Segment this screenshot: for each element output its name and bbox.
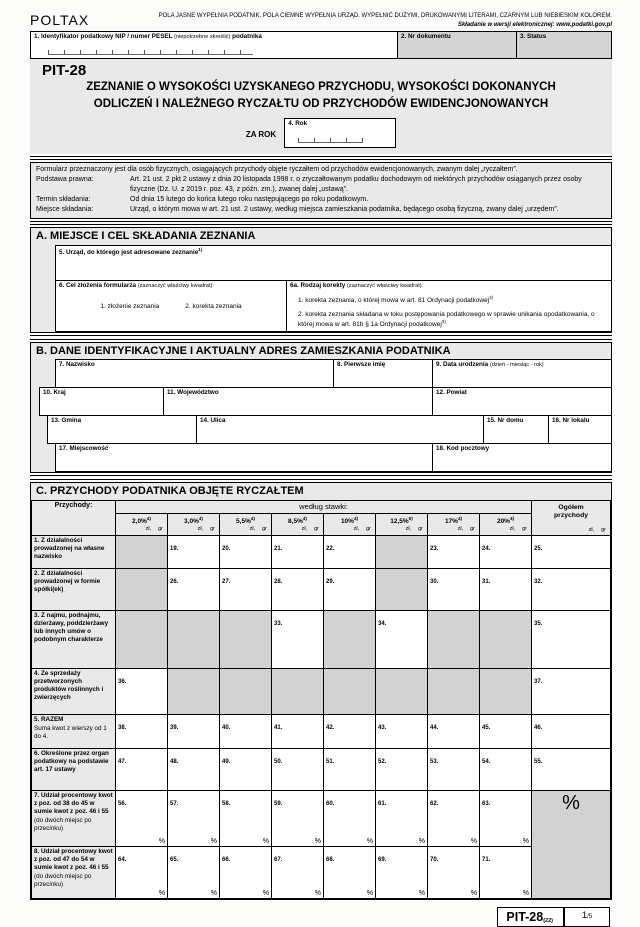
revenue-cell-42[interactable]: 42. — [324, 715, 376, 749]
city-row — [55, 443, 612, 472]
footnote-3-sup: 3) — [441, 319, 446, 325]
gr-unit: gr — [262, 525, 267, 532]
legal-basis-row — [36, 175, 606, 195]
revenue-cell-37[interactable]: 37. — [532, 669, 611, 715]
percent-cell-58[interactable]: 58. % — [220, 791, 272, 847]
rate-footnote-sup: 4) — [250, 516, 255, 522]
revenue-cell-54[interactable]: 54. — [480, 749, 532, 791]
table-row-razem — [32, 715, 611, 749]
revenue-cell-blocked — [376, 569, 428, 611]
nip-pesel-field[interactable] — [30, 31, 398, 59]
gr-unit: gr — [522, 525, 528, 532]
zl-gr-unit — [326, 526, 373, 533]
filing-purpose-options — [59, 303, 283, 314]
revenue-cell-34[interactable]: 34. — [376, 611, 428, 669]
revenue-cell-39[interactable]: 39. — [168, 715, 220, 749]
rate-value: 3,0% — [184, 518, 199, 526]
gr-unit: gr — [366, 525, 371, 532]
revenue-cell-44[interactable]: 44. — [428, 715, 480, 749]
revenue-cell-27[interactable]: 27. — [220, 569, 272, 611]
zl-unit: zł, — [249, 525, 256, 532]
correction-art81-text: 1. korekta zeznania, o której mowa w art. 81 Ordynacji podatkowej — [298, 296, 490, 304]
revenue-cell-blocked — [220, 611, 272, 669]
col-header-rate-3-0 — [168, 514, 220, 536]
table-row-rental — [32, 611, 611, 669]
row-label: 3. Z najmu, podnajmu, dzierżawy, poddzierżawy lub innych umów o podobnym charakterze — [32, 611, 116, 669]
filing-purpose-note: (zaznaczyć właściwy kwadrat): — [137, 283, 214, 290]
percent-cell-63[interactable]: 63. % — [480, 791, 532, 847]
zl-unit: zł, — [588, 527, 595, 534]
revenue-cell-25[interactable]: 25. — [532, 536, 611, 569]
gr-unit: gr — [418, 525, 423, 532]
zl-unit: zł, — [197, 525, 204, 532]
revenue-cell-50[interactable]: 50. — [272, 749, 324, 791]
pit28-form — [30, 12, 612, 927]
street-field[interactable] — [196, 415, 484, 444]
revenue-cell-52[interactable]: 52. — [376, 749, 428, 791]
zl-unit: zł, — [145, 525, 152, 532]
revenue-cell-blocked — [168, 669, 220, 715]
rate-value: 8,5% — [288, 518, 303, 526]
revenue-cell-45[interactable]: 45. — [480, 715, 532, 749]
section-c-heading: C. PRZYCHODY PODATNIKA OBJĘTE RYCZAŁTEM — [36, 484, 304, 497]
percent-cell-65[interactable]: 65. % — [168, 847, 220, 899]
rate-value: 12,5% — [390, 518, 409, 526]
gr-unit: gr — [601, 527, 606, 534]
revenue-cell-51[interactable]: 51. — [324, 749, 376, 791]
rate-footnote-sup: 4) — [198, 516, 203, 522]
separator — [30, 221, 612, 226]
zl-gr-unit — [274, 526, 321, 533]
correction-type-label — [290, 282, 608, 290]
filing-purpose-field — [55, 280, 287, 332]
zl-gr-unit — [222, 526, 269, 533]
zl-gr-unit — [118, 526, 165, 533]
rate-value: 20% — [496, 518, 510, 526]
gr-unit: gr — [210, 525, 215, 532]
percent-cell-62[interactable]: 62. % — [428, 791, 480, 847]
legal-info-block — [30, 162, 612, 219]
voivodeship-field[interactable] — [163, 387, 433, 416]
percent-cell-59[interactable]: 59. % — [272, 791, 324, 847]
section-a — [30, 227, 612, 333]
nip-pesel-input[interactable] — [48, 48, 253, 55]
table-row-partnership — [32, 569, 611, 611]
gr-unit: gr — [314, 525, 319, 532]
revenue-cell-24[interactable]: 24. — [480, 536, 532, 569]
powiat-field[interactable] — [432, 387, 612, 416]
revenue-cell-32[interactable]: 32. — [532, 569, 611, 611]
purpose-row — [55, 280, 612, 332]
option-zlozenie-zeznania[interactable]: 1. złożenie zeznania — [100, 302, 160, 310]
revenue-cell-blocked — [116, 569, 168, 611]
powiat-label: 12. Powiat — [436, 388, 467, 396]
footnote-1-sup: 1) — [198, 247, 203, 253]
col-header-wedlug-stawki: według stawki: — [116, 500, 532, 514]
first-name-field[interactable] — [333, 359, 433, 388]
tax-office-label — [59, 247, 608, 257]
option-correction-art81[interactable] — [298, 295, 608, 306]
surname-label: 7. Nazwisko — [59, 360, 95, 368]
row-label: 8. Udział procentowy kwot z poz. od 47 do 54 w sumie kwot z poz. 46 i 55 (do dwóch miejsc po przecinku) — [32, 847, 116, 899]
revenue-cell-38[interactable]: 38. — [116, 715, 168, 749]
col-header-rate-5-5 — [220, 514, 272, 536]
zl-gr-unit — [170, 526, 217, 533]
zl-unit: zł, — [405, 525, 412, 532]
revenue-cell-blocked — [480, 669, 532, 715]
apartment-number-label: 16. Nr lokalu — [552, 416, 590, 424]
section-b-heading: B. DANE IDENTYFIKACYJNE I AKTUALNY ADRES ZAMIESZKANIA PODATNIKA — [36, 344, 451, 357]
percent-cell-56[interactable]: 56. % — [116, 791, 168, 847]
revenue-cell-46[interactable]: 46. — [532, 715, 611, 749]
col-header-przychody: Przychody: — [32, 500, 116, 536]
year-field[interactable] — [284, 118, 396, 148]
footer-form-code — [497, 907, 564, 927]
filing-purpose-label — [59, 282, 283, 290]
table-header-row-2 — [32, 514, 611, 536]
tax-office-field[interactable] — [55, 245, 612, 281]
section-b — [30, 342, 612, 473]
ogolem-line1: Ogółem — [558, 503, 584, 511]
revenue-cell-blocked — [428, 669, 480, 715]
gr-unit: gr — [470, 525, 475, 532]
revenue-cell-blocked — [324, 669, 376, 715]
revenue-cell-53[interactable]: 53. — [428, 749, 480, 791]
poltax-logo: POLTAX — [30, 12, 90, 28]
form-code: PIT-28 — [42, 62, 87, 80]
percent-cell-60[interactable]: 60. % — [324, 791, 376, 847]
name-row — [55, 359, 612, 388]
birth-date-format-note: (dzień - miesiąc - rok) — [489, 361, 544, 368]
zl-unit: zł, — [301, 525, 308, 532]
status-label: 3. Status — [520, 33, 547, 40]
correction-art81b-text: 2. korekta zeznania składana w toku postępowania podatkowego w sprawie unikania opodatkowania, o której mowa w art. 81b § 1a Ordynacji podatkowej — [298, 310, 595, 329]
revenue-cell-21[interactable]: 21. — [272, 536, 324, 569]
document-number-field — [397, 31, 517, 59]
revenue-cell-blocked — [376, 536, 428, 569]
rate-footnote-sup: 4) — [302, 516, 307, 522]
revenue-cell-blocked — [376, 669, 428, 715]
filing-place-label: Miejsce składania: — [36, 205, 94, 213]
col-header-rate-2-0 — [116, 514, 168, 536]
revenue-cell-blocked — [272, 669, 324, 715]
zl-unit: zł, — [353, 525, 360, 532]
voivodeship-label: 11. Województwo — [167, 388, 219, 396]
zl-unit: zł, — [457, 525, 464, 532]
birth-date-label-text: 9. Data urodzenia — [436, 360, 489, 368]
apartment-number-field[interactable] — [548, 415, 612, 444]
rate-footnote-sup: 5) — [408, 516, 413, 522]
row-label: 7. Udział procentowy kwot z poz. od 38 do 45 w sumie kwot z poz. 46 i 55 (do dwóch miejsc po przecinku) — [32, 791, 116, 847]
table-row-own-name — [32, 536, 611, 569]
table-row-tax-authority — [32, 749, 611, 791]
col-header-rate-20 — [480, 514, 532, 536]
table-row-percentage-38-45 — [32, 791, 611, 847]
year-input[interactable] — [298, 136, 363, 143]
form-purpose-text: Formularz przeznaczony jest dla osób fizycznych, osiągających przychody objęte ryczałtem od przychodów ewidencjonowanych, zwanym dalej „ryczałtem”. — [36, 166, 518, 174]
status-field — [516, 31, 612, 59]
fill-instructions — [148, 12, 612, 29]
rate-footnote-sup: 4) — [509, 516, 515, 522]
footer-form-code-text: PIT-28 — [506, 910, 544, 925]
revenue-cell-blocked — [480, 611, 532, 669]
revenue-cell-30[interactable]: 30. — [428, 569, 480, 611]
deadline-row — [36, 195, 606, 205]
city-label: 17. Miejscowość — [59, 444, 109, 452]
rate-value: 5,5% — [236, 518, 251, 526]
deadline-text: Od dnia 15 lutego do końca lutego roku następującego po roku podatkowym. — [130, 196, 369, 204]
tax-year-row — [30, 118, 612, 148]
zl-gr-unit — [430, 526, 477, 533]
street-row — [47, 415, 612, 444]
table-row-percentage-47-54 — [32, 847, 611, 899]
revenue-cell-47[interactable]: 47. — [116, 749, 168, 791]
revenue-cell-35[interactable]: 35. — [532, 611, 611, 669]
zl-gr-unit — [378, 526, 425, 533]
footnote-2-sup: 2) — [489, 294, 494, 300]
identification-row — [30, 31, 612, 59]
title-block — [30, 59, 612, 153]
percent-cell-71[interactable]: 71. % — [480, 847, 532, 899]
year-label: 4. Rok — [288, 119, 308, 127]
country-label: 10. Kraj — [43, 388, 66, 396]
separator — [30, 475, 612, 480]
col-header-rate-10 — [324, 514, 376, 536]
section-a-heading: A. MIEJSCE I CEL SKŁADANIA ZEZNANIA — [36, 230, 256, 243]
separator — [30, 156, 612, 161]
col-header-rate-17 — [428, 514, 480, 536]
zl-gr-unit — [534, 527, 608, 534]
nip-pesel-label-note: (niepotrzebne skreślić) — [174, 34, 231, 40]
revenue-cell-20[interactable]: 20. — [220, 536, 272, 569]
revenue-table — [31, 500, 611, 900]
rate-footnote-sup: 4) — [457, 516, 463, 522]
za-rok-label: ZA ROK — [245, 129, 277, 139]
correction-type-note: (zaznaczyć właściwy kwadrat): — [347, 283, 424, 290]
gmina-field[interactable] — [47, 415, 197, 444]
house-number-field[interactable] — [483, 415, 549, 444]
percent-cell-64[interactable]: 64. % — [116, 847, 168, 899]
footer-page-total: /5 — [587, 914, 593, 921]
first-name-label: 8. Pierwsze imię — [337, 360, 386, 368]
document-number-label: 2. Nr dokumentu — [401, 33, 451, 40]
rate-value: 10% — [340, 518, 354, 526]
revenue-cell-28[interactable]: 28. — [272, 569, 324, 611]
percent-cell-66[interactable]: 66. % — [220, 847, 272, 899]
row-label: 2. Z działalności prowadzonej w formie spółki(ek) — [32, 569, 116, 611]
tax-office-label-text: 5. Urząd, do którego jest adresowane zeznanie — [59, 249, 199, 257]
deadline-label: Termin składania: — [36, 196, 91, 204]
zl-gr-unit — [482, 526, 529, 533]
row-label: 1. Z działalności prowadzonej na własne nazwisko — [32, 536, 116, 569]
correction-type-field — [286, 280, 612, 332]
rate-footnote-sup: 4) — [146, 516, 151, 522]
revenue-cell-43[interactable]: 43. — [376, 715, 428, 749]
percent-cell-61[interactable]: 61. % — [376, 791, 428, 847]
house-number-label: 15. Nr domu — [487, 416, 524, 424]
revenue-cell-blocked — [220, 669, 272, 715]
row-label: 6. Określone przez organ podatkowy na podstawie art. 17 ustawy — [32, 749, 116, 791]
rate-value: 2,0% — [132, 518, 147, 526]
percent-cell-blocked: % — [532, 791, 611, 899]
footer-page-number — [564, 907, 610, 927]
revenue-cell-blocked — [324, 611, 376, 669]
revenue-cell-19[interactable]: 19. — [168, 536, 220, 569]
nip-pesel-label-main: 1. Identyfikator podatkowy NIP / numer PESEL — [34, 33, 173, 40]
filing-place-text: Urząd, o którym mowa w art. 21 ust. 2 ustawy, według miejsca zamieszkania podatnika, będącego osobą fizyczną, zwany dalej „urzędem”. — [130, 205, 559, 213]
surname-field[interactable] — [55, 359, 334, 388]
legal-basis-label: Podstawa prawna: — [36, 176, 94, 184]
footer-page-current: 1 — [581, 910, 588, 922]
revenue-cell-22[interactable]: 22. — [324, 536, 376, 569]
instruction-line-2: Składanie w wersji elektronicznej: www.podatki.gov.pl — [457, 21, 612, 28]
percent-cell-70[interactable]: 70. % — [428, 847, 480, 899]
option-korekta-zeznania[interactable]: 2. korekta zeznania — [185, 302, 242, 310]
top-bar — [30, 12, 612, 29]
revenue-cell-23[interactable]: 23. — [428, 536, 480, 569]
rate-value: 17% — [444, 518, 458, 526]
col-header-rate-8-5 — [272, 514, 324, 536]
table-header-row-1 — [32, 500, 611, 514]
col-header-rate-12-5 — [376, 514, 428, 536]
correction-type-label-text: 6a. Rodzaj korekty — [290, 282, 346, 290]
table-row-processed-products — [32, 669, 611, 715]
revenue-cell-29[interactable]: 29. — [324, 569, 376, 611]
revenue-cell-48[interactable]: 48. — [168, 749, 220, 791]
page-footer — [30, 907, 610, 927]
form-title-line-1: ZEZNANIE O WYSOKOŚCI UZYSKANEGO PRZYCHODU, WYSOKOŚCI DOKONANYCH — [86, 81, 556, 94]
street-label: 14. Ulica — [200, 416, 226, 424]
ogolem-header-text — [534, 504, 608, 522]
revenue-cell-31[interactable]: 31. — [480, 569, 532, 611]
revenue-cell-49[interactable]: 49. — [220, 749, 272, 791]
gmina-label: 13. Gmina — [51, 416, 82, 424]
revenue-cell-blocked — [168, 611, 220, 669]
revenue-cell-blocked — [116, 611, 168, 669]
percent-cell-57[interactable]: 57. % — [168, 791, 220, 847]
option-correction-art81b[interactable] — [298, 310, 608, 331]
revenue-cell-55[interactable]: 55. — [532, 749, 611, 791]
col-header-ogolem — [532, 500, 611, 536]
row-label: 4. Ze sprzedaży przetworzonych produktów roślinnych i zwierzęcych — [32, 669, 116, 715]
section-c — [30, 482, 612, 901]
birth-date-label — [436, 361, 608, 369]
rate-footnote-sup: 4) — [353, 516, 359, 522]
city-field[interactable] — [55, 443, 433, 472]
revenue-cell-blocked — [116, 536, 168, 569]
revenue-cell-26[interactable]: 26. — [168, 569, 220, 611]
separator — [30, 335, 612, 340]
filing-purpose-label-text: 6. Cel złożenia formularza — [59, 282, 136, 290]
region-row — [39, 387, 612, 416]
revenue-cell-41[interactable]: 41. — [272, 715, 324, 749]
country-field[interactable] — [39, 387, 164, 416]
birth-date-field[interactable] — [432, 359, 612, 388]
revenue-cell-33[interactable]: 33. — [272, 611, 324, 669]
filing-place-row — [36, 205, 606, 215]
percent-cell-69[interactable]: 69. % — [376, 847, 428, 899]
percent-cell-68[interactable]: 68. % — [324, 847, 376, 899]
postal-code-label: 18. Kod pocztowy — [436, 444, 490, 452]
revenue-cell-40[interactable]: 40. — [220, 715, 272, 749]
postal-code-field[interactable] — [432, 443, 612, 472]
row-label: 5. RAZEM Suma kwot z wierszy od 1 do 4. — [32, 715, 116, 749]
nip-pesel-label-suffix: podatnika — [232, 33, 262, 40]
gr-unit: gr — [158, 525, 163, 532]
revenue-cell-36[interactable]: 36. — [116, 669, 168, 715]
zl-unit: zł, — [509, 525, 516, 532]
ogolem-line2: przychody — [554, 512, 589, 520]
percent-cell-67[interactable]: 67. % — [272, 847, 324, 899]
form-title-line-2: ODLICZEŃ I NALEŻNEGO RYCZAŁTU OD PRZYCHODÓW EWIDENCJONOWANYCH — [93, 97, 549, 110]
revenue-cell-blocked — [428, 611, 480, 669]
footer-form-version: (22) — [543, 918, 553, 925]
legal-basis-text: Art. 21 ust. 2 pkt 2 ustawy z dnia 20 listopada 1998 r. o zryczałtowanym podatku dochodowym od niektórych przychodów osiąganych przez osoby fizyczne (Dz. U. z 2019 r. poz. 43, z późn. zm.), zwanej dalej „ustawą”. — [130, 176, 582, 194]
instruction-line-1: POLA JASNE WYPEŁNIA PODATNIK, POLA CIEMNE WYPEŁNIA URZĄD. WYPEŁNIĆ DUŻYMI, DRUKOWANYMI LITERAMI, CZARNYM LUB NIEBIESKIM KOLOREM. — [158, 13, 612, 20]
nip-pesel-label — [34, 33, 394, 41]
